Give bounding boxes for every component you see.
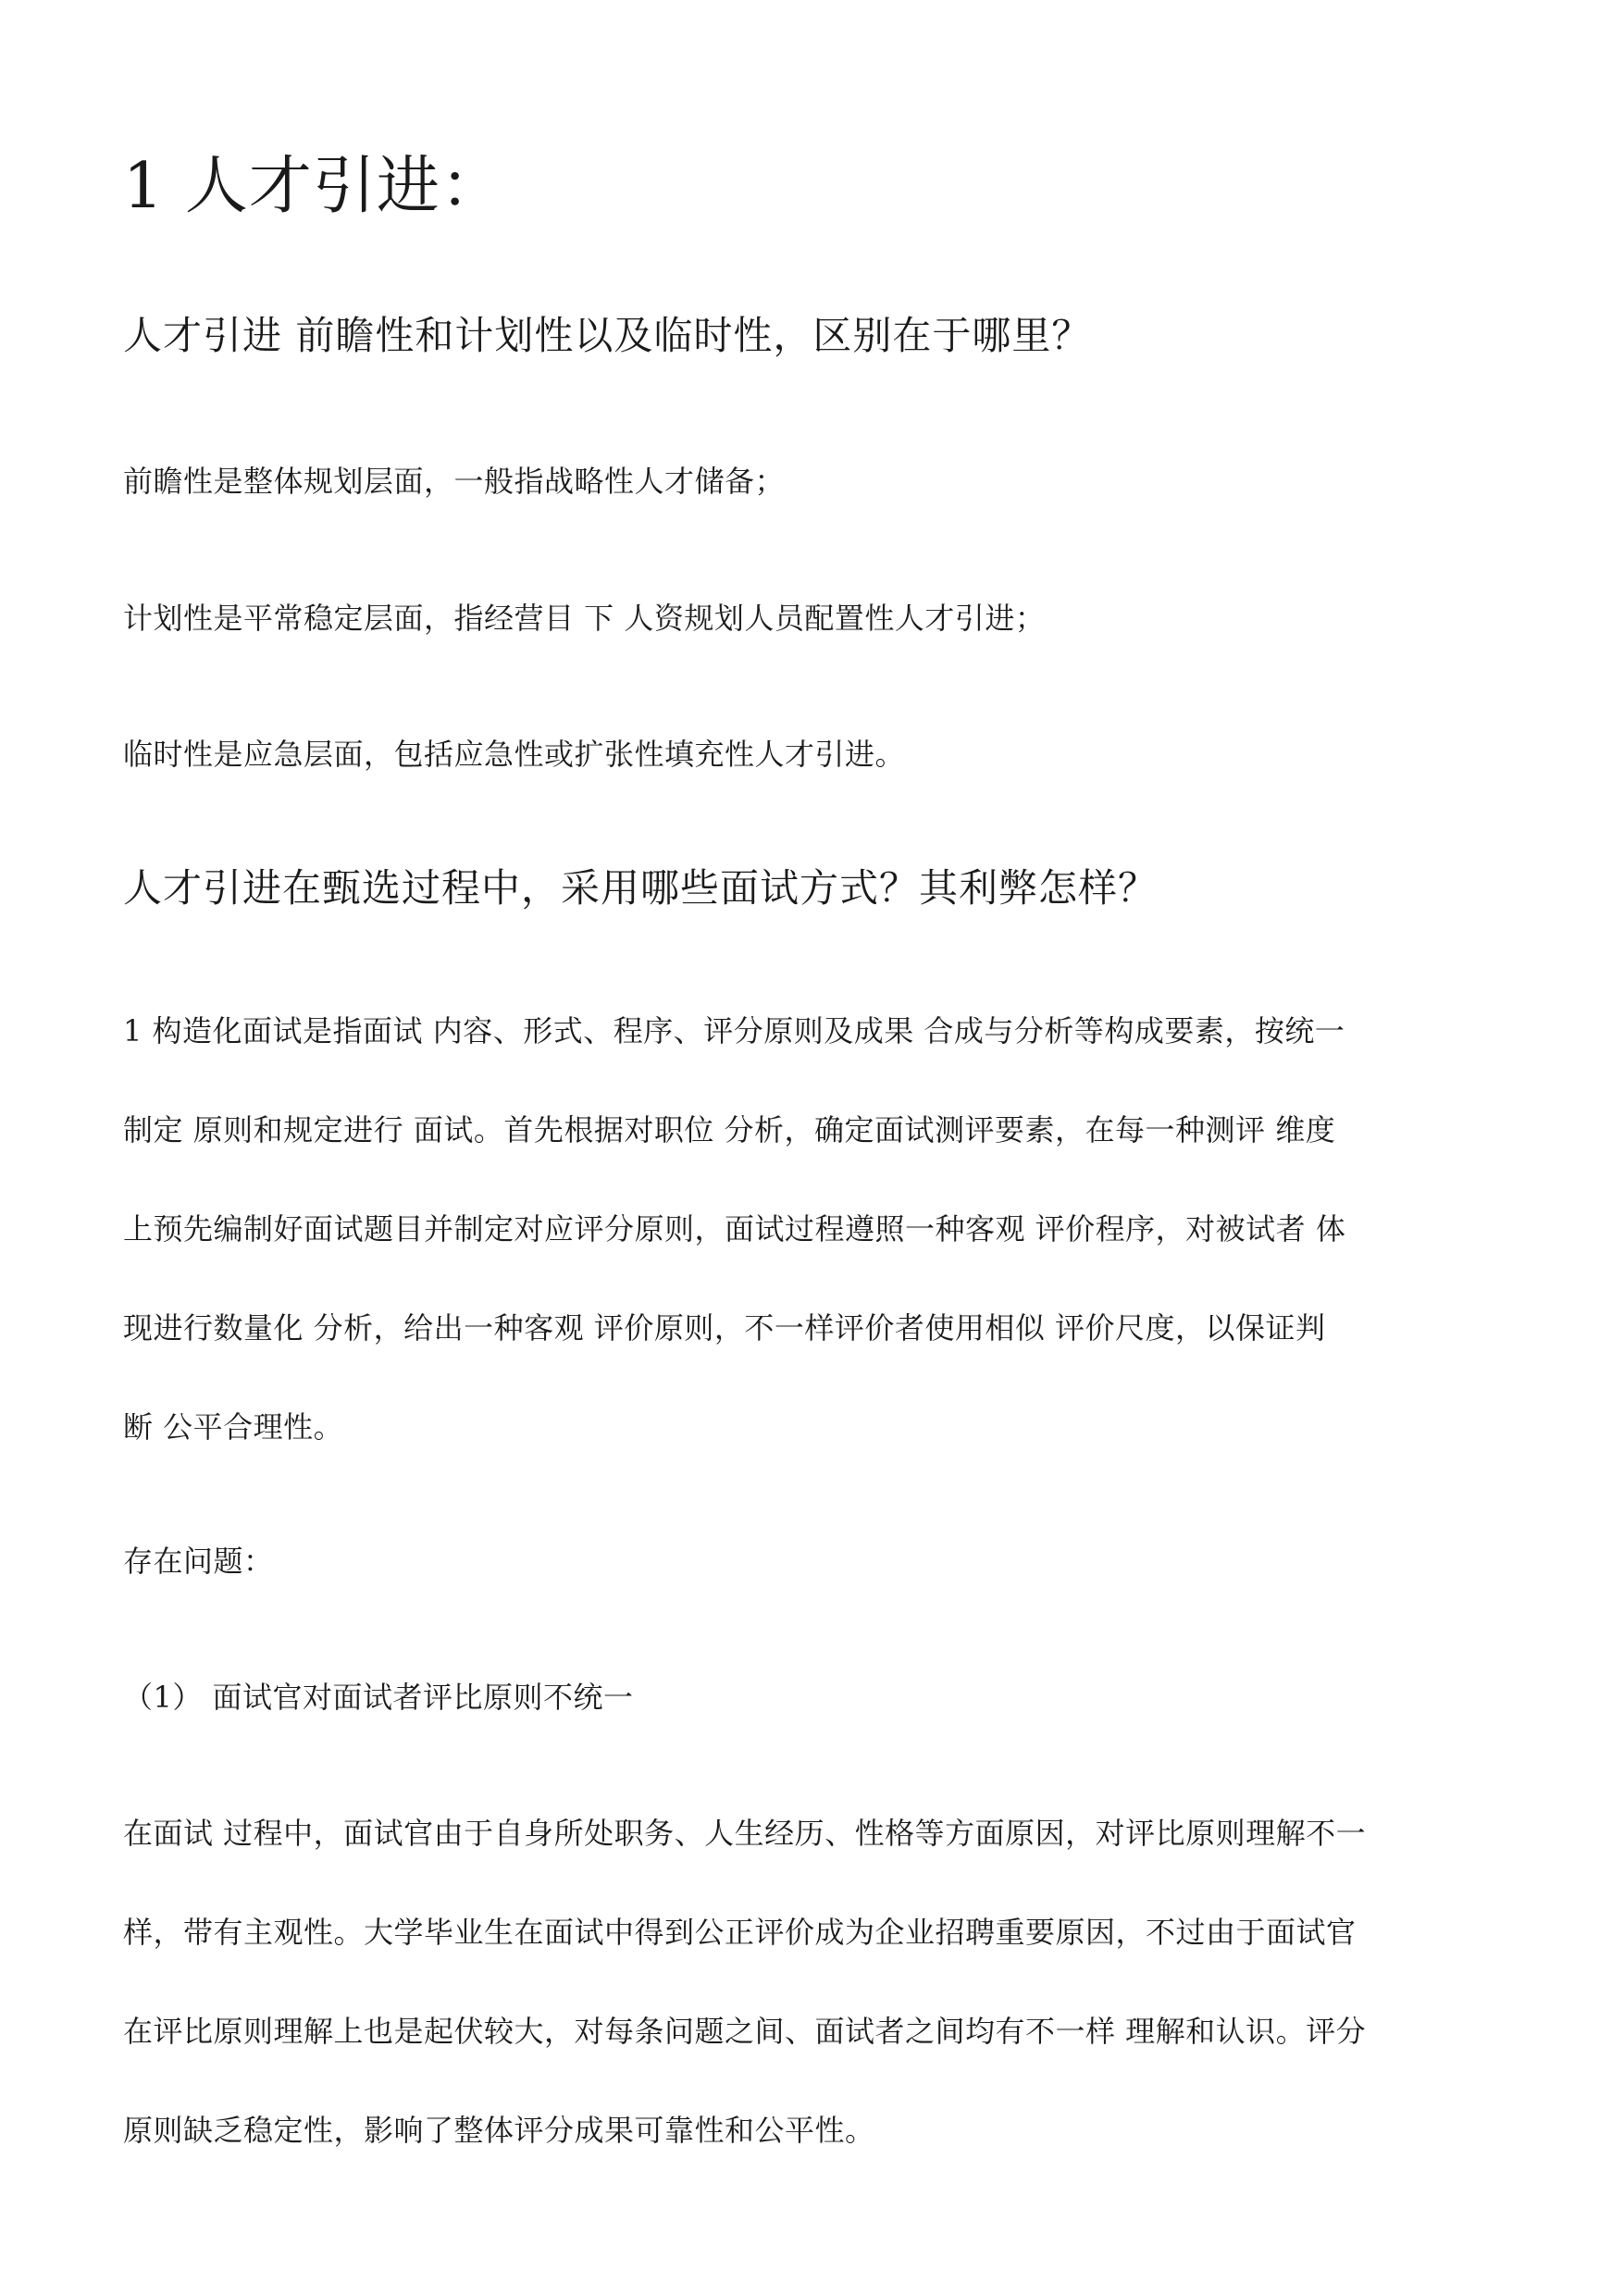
- document-title: 1 人才引进：: [123, 150, 504, 223]
- issue1-title: （1） 面试官对面试者评比原则不统一: [123, 1680, 634, 1715]
- paragraph-line: 现进行数量化 分析，给出一种客观 评价原则，不一样评价者使用相似 评价尺度，以保证判: [123, 1310, 1326, 1346]
- paragraph-line: 在面试 过程中，面试官由于自身所处职务、人生经历、性格等方面原因，对评比原则理解不一: [123, 1816, 1367, 1851]
- section1-paragraph-planned: 计划性是平常稳定层面，指经营目 下 人资规划人员配置性人才引进；: [123, 601, 1046, 636]
- paragraph-line: 制定 原则和规定进行 面试。首先根据对职位 分析，确定面试测评要素，在每一种测评 维度: [123, 1112, 1336, 1148]
- section1-paragraph-foresight: 前瞻性是整体规划层面，一般指战略性人才储备；: [123, 464, 786, 499]
- paragraph-line: 原则缺乏稳定性，影响了整体评分成果可靠性和公平性。: [123, 2113, 875, 2148]
- section1-paragraph-temporary: 临时性是应急层面，包括应急性或扩张性填充性人才引进。: [123, 737, 906, 772]
- paragraph-line: 断 公平合理性。: [123, 1409, 344, 1445]
- issues-label: 存在问题：: [123, 1544, 274, 1579]
- paragraph-line: 1 构造化面试是指面试 内容、形式、程序、评分原则及成果 合成与分析等构成要素，按统一: [123, 1013, 1345, 1048]
- section1-heading: 人才引进 前瞻性和计划性以及临时性，区别在于哪里？: [123, 313, 1092, 358]
- paragraph-line: 在评比原则理解上也是起伏较大，对每条问题之间、面试者之间均有不一样 理解和认识。评分: [123, 2014, 1367, 2049]
- section2-heading: 人才引进在甄选过程中，采用哪些面试方式？其利弊怎样？: [123, 865, 1159, 911]
- paragraph-line: 上预先编制好面试题目并制定对应评分原则，面试过程遵照一种客观 评价程序，对被试者 体: [123, 1211, 1346, 1247]
- paragraph-line: 样，带有主观性。大学毕业生在面试中得到公正评价成为企业招聘重要原因，不过由于面试官: [123, 1915, 1357, 1950]
